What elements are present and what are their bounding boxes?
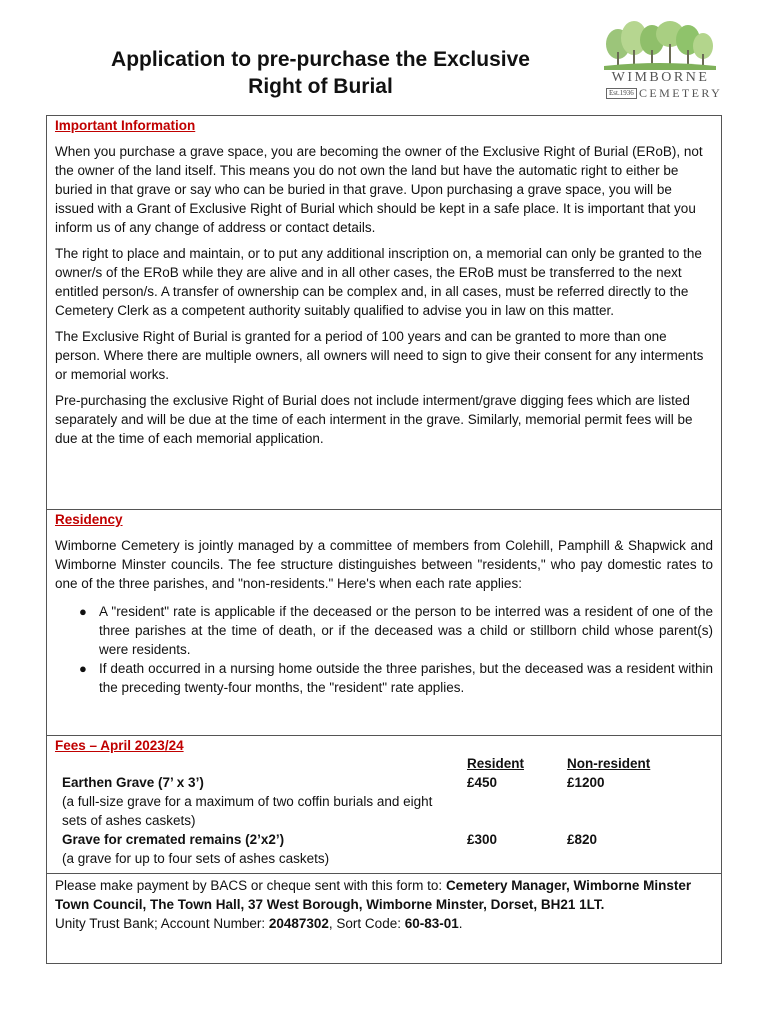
payment-intro: Please make payment by BACS or cheque sent with this form to: [55,878,446,893]
residency-bullet-1 [55,602,713,659]
payment-address: Cemetery Manager, Wimborne Minster Town Council, The Town Hall, 37 West Borough, Wimborne Minster, Dorset, BH21 1LT. [55,878,692,912]
residency-heading: Residency [55,512,123,527]
fee-item-2-desc: (a grave for up to four sets of ashes caskets) [62,851,330,866]
residency-bullet-2 [55,659,713,697]
payment-text [55,876,713,933]
fee-item-1-resident: £450 [467,775,498,790]
fee-item-1-nonresident: £1200 [567,775,605,790]
residency-bullets [55,602,713,697]
sort-code: 60-83-01 [404,916,459,931]
fee-item-2-name: Grave for cremated remains (2’x2’) [62,832,285,847]
payment-end: . [458,916,463,931]
fees-section [47,735,721,871]
residency-bullet-1-text: A "resident" rate is applicable if the deceased or the person to be interred was a resident of one of the three parishes at the time of death, or if the deceased was a child or stillborn child whose parent(s) were residents. [99,604,713,657]
bullet-icon: ● [79,604,87,619]
trees-logo-icon [604,20,716,70]
fees-col-resident: Resident [467,756,525,771]
fee-item-2-resident: £300 [467,832,498,847]
important-paragraph-4: Pre-purchasing the exclusive Right of Burial does not include interment/grave digging fees which are listed separately and will be due at the time of each interment in the grave. Similarly, memorial permit fees will be due at the time of each memorial application. [55,393,693,446]
residency-section [47,509,721,735]
logo-subtitle: CEMETERY [639,86,723,100]
residency-bullet-2-text: If death occurred in a nursing home outside the three parishes, but the deceased was a resident within the preceding twenty-four months, the "resident" rate applies. [99,661,713,695]
fees-heading: Fees – April 2023/24 [55,738,184,753]
wimborne-cemetery-logo [598,20,723,102]
page-title [48,46,593,100]
bullet-icon: ● [79,661,87,676]
title-line-1: Application to pre-purchase the Exclusive [111,48,530,71]
payment-section [47,873,721,963]
information-box [46,115,722,964]
bank-prefix: Unity Trust Bank; Account Number: [55,916,269,931]
fees-col-nonresident: Non-resident [567,756,651,771]
residency-intro: Wimborne Cemetery is jointly managed by a committee of members from Colehill, Pamphill & Shapwick and Wimborne Minster councils. The fee structure distinguishes between "residents," who pay domestic rates to one of the three parishes, and "non-residents." Here's when each rate applies: [55,538,713,591]
fee-item-1-desc: (a full-size grave for a maximum of two coffin burials and eight sets of ashes caskets) [62,794,433,828]
fee-item-1-name: Earthen Grave (7’ x 3’) [62,775,204,790]
logo-est-badge: Est.1936 [606,88,637,99]
fee-item-2-nonresident: £820 [567,832,598,847]
important-heading: Important Information [55,118,196,133]
important-paragraph-1: When you purchase a grave space, you are becoming the owner of the Exclusive Right of Burial (ERoB), not the owner of the land itself. This means you do not own the land but have the automatic right to either be buried in that grave or say who can be buried in that grave. Upon purchasing a grave space, you will be issued with a Grant of Exclusive Right of Burial which should be kept in a safe place. It is important that you inform us of any change of address or contact details. [55,144,703,235]
important-paragraph-2: The right to place and maintain, or to put any additional inscription on, a memorial can only be granted to the owner/s of the ERoB while they are alive and in all other cases, the ERoB must be transferred to the next entitled person/s. A transfer of ownership can be complex and, in all cases, must be referred directly to the Cemetery Clerk as a competent authority suitably qualified to advise you in law on this matter. [55,246,702,318]
title-line-2: Right of Burial [248,75,393,98]
important-paragraph-3: The Exclusive Right of Burial is granted for a period of 100 years and can be granted to more than one person. Where there are multiple owners, all owners will need to sign to give their consent for any interments or memorial works. [55,329,704,382]
sort-prefix: , Sort Code: [328,916,405,931]
logo-name: WIMBORNE [611,70,710,85]
important-section [47,116,721,510]
account-number: 20487302 [268,916,329,931]
